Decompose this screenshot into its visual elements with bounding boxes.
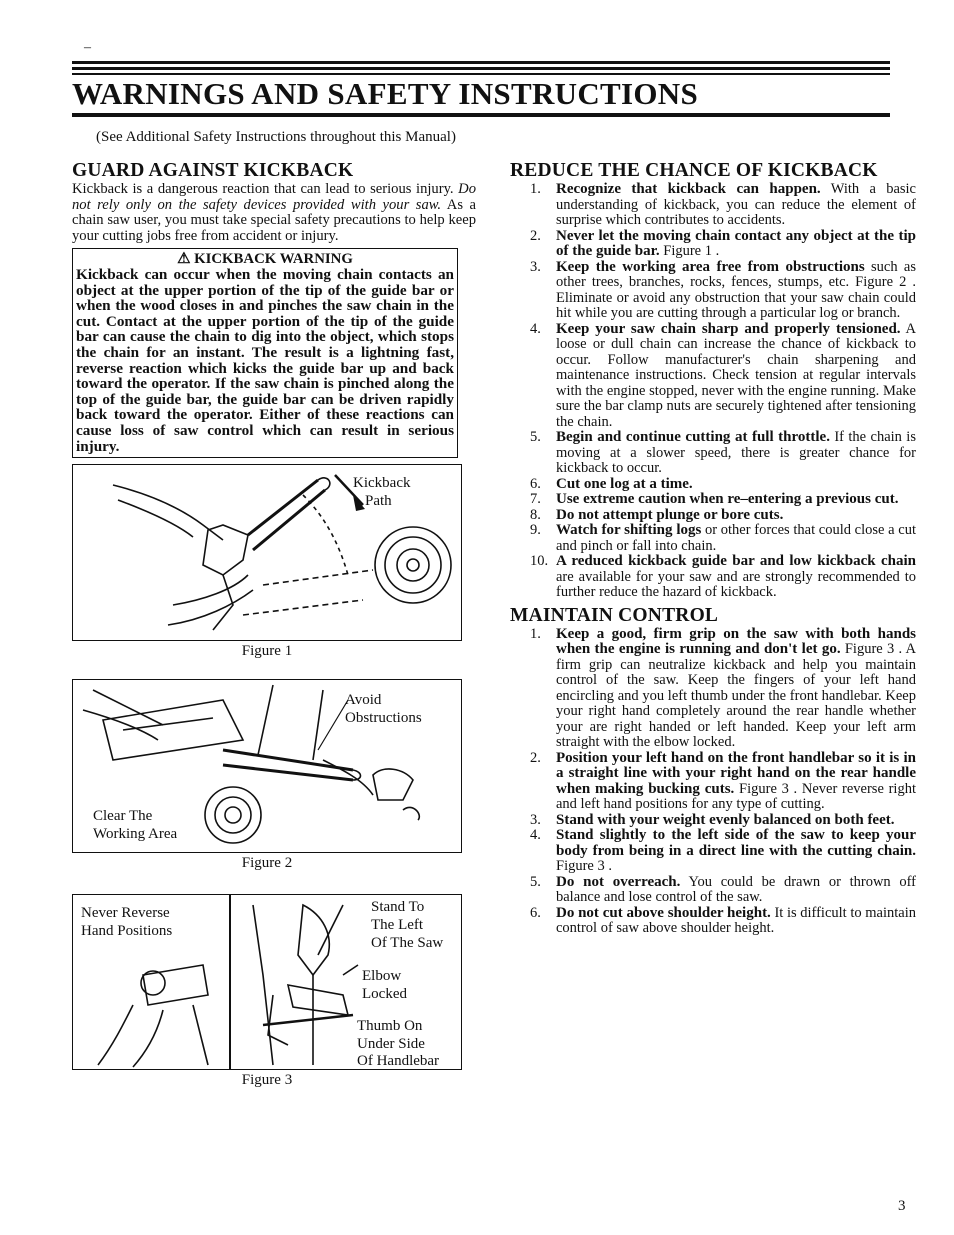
warning-title-text: KICKBACK WARNING: [194, 251, 353, 267]
list-item: 5. Begin and continue cutting at full throttle. If the chain is moving at a slower speed, there is greater chance for kickback to occur.: [530, 429, 916, 476]
label-hand-positions: Hand Positions: [81, 923, 173, 940]
list-item: 7. Use extreme caution when re–entering a previous cut.: [530, 491, 899, 507]
label-never-reverse: Never Reverse: [81, 905, 170, 922]
label-kickback: Kickback: [353, 475, 411, 492]
intro-italic: Do not rely only on the safety devices provided with your saw.: [72, 181, 476, 213]
scan-mark: –: [84, 40, 91, 55]
list-item: 1. Keep a good, firm grip on the saw with both hands when the engine is running and don't let go. Figure 3 . A firm grip can neutralize kickback and help you maintain control of the saw. Keep the fingers of your left hand encircling and you left thumb under the front handlebar. Keep your right hand completely around the rear handle whether your are right handed or left handed. Keep your left arm straight with the elbow locked.: [530, 625, 916, 750]
list-item: 6. Do not cut above shoulder height. It is difficult to maintain control of saw above shoulder height.: [530, 904, 916, 936]
warning-title: [76, 251, 454, 267]
label-of-handlebar: Of Handlebar: [357, 1053, 440, 1070]
label-stand-to: Stand To: [371, 899, 425, 916]
list-item: 1. Recognize that kickback can happen. With a basic understanding of kickback, you can reduce the element of surprise which contributes to accidents.: [530, 181, 916, 228]
figure-2: [72, 679, 462, 853]
intro-text-b: As a chain saw user, you must take special safety precautions to help keep your cutting jobs free from accident or injury.: [72, 196, 476, 244]
list-item: 2. Never let the moving chain contact any object at the tip of the guide bar. Figure 1 .: [530, 227, 916, 259]
list-item: 3. Stand with your weight evenly balanced on both feet.: [530, 811, 895, 828]
list-item: 5. Do not overreach. You could be drawn or thrown off balance and lose control of the saw.: [530, 873, 916, 905]
warning-triangle-icon: ⚠: [177, 251, 191, 267]
intro-text-a: Kickback is a dangerous reaction that can lead to serious injury.: [72, 181, 459, 197]
label-working-area: Working Area: [93, 826, 178, 843]
kickback-warning-box: [72, 248, 458, 458]
list-item: 4. Stand slightly to the left side of the saw to keep your body from being in a direct line with the cutting chain. Figure 3 .: [530, 827, 916, 874]
page-title: WARNINGS AND SAFETY INSTRUCTIONS: [72, 76, 698, 111]
label-of-the-saw: Of The Saw: [371, 935, 444, 952]
figure-3-caption: Figure 3: [241, 1072, 293, 1089]
label-clear-the: Clear The: [93, 808, 153, 825]
top-rule-1: [72, 61, 890, 64]
list-item: 2. Position your left hand on the front handlebar so it is in a straight line with your right hand on the rear handle when making bucking cuts. Figure 3 . Never reverse right and left hand positions for any type of cutting.: [530, 749, 916, 812]
list-item: 10. A reduced kickback guide bar and low kickback chain are available for your saw and are strongly recommended to further reduce the hazard of kickback.: [530, 553, 916, 600]
maintain-control-list: [510, 627, 916, 937]
list-item: 3. Keep the working area free from obstructions such as other trees, branches, rocks, fences, stumps, etc. Figure 2 . Eliminate or avoid any obstruction that your saw chain could hit while you are cutting through a particular log or branch.: [530, 258, 916, 321]
label-avoid: Avoid: [345, 692, 382, 709]
label-elbow: Elbow: [362, 968, 402, 985]
left-column: [72, 160, 476, 1088]
label-locked: Locked: [362, 986, 407, 1003]
label-the-left: The Left: [371, 917, 424, 934]
maintain-control-heading: MAINTAIN CONTROL: [510, 604, 719, 626]
reduce-kickback-heading: REDUCE THE CHANCE OF KICKBACK: [510, 160, 878, 181]
label-obstructions: Obstructions: [345, 710, 422, 727]
top-rule-3: [72, 73, 890, 75]
figure-2-caption: Figure 2: [241, 855, 293, 872]
kickback-intro: [72, 182, 476, 244]
reduce-kickback-list: [510, 182, 916, 601]
label-thumb-on: Thumb On: [357, 1018, 423, 1035]
warning-body: Kickback can occur when the moving chain contacts an object at the upper portion of the tip of the guide bar or when the wood closes in and pinches the saw chain in the cut. Contact at the upper portion of the tip of the guide bar can cause the chain to dig into the object, which stops the chain for an instant. The result is a lightning fast, reverse reaction which kicks the guide bar up and back toward the operator. If the saw chain is pinched along the top of the guide bar, the guide bar can be driven rapidly back toward the operator. Either of these reactions can cause loss of saw control which can result in serious injury.: [76, 266, 454, 455]
list-item: 9. Watch for shifting logs or other forces that could close a cut and pinch or fall into chain.: [530, 522, 916, 554]
page-number: 3: [898, 1198, 906, 1214]
list-item: 6. Cut one log at a time.: [530, 475, 693, 492]
label-under-side: Under Side: [357, 1036, 425, 1053]
subnote: (See Additional Safety Instructions throughout this Manual): [96, 129, 456, 145]
list-item: 4. Keep your saw chain sharp and properly tensioned. A loose or dull chain can increase the chance of kickback to occur. Follow manufacturer's chain sharpening and maintenance instructions. Check tension at regular intervals with the engine stopped, never with the engine running. Make sure the bar clamp nuts are securely tightened after tensioning the chain.: [530, 320, 917, 430]
figure-1: [72, 464, 462, 641]
list-item: 8. Do not attempt plunge or bore cuts.: [530, 506, 784, 523]
right-column: [510, 160, 916, 937]
title-underline: [72, 113, 890, 117]
figure-1-caption: Figure 1: [241, 643, 293, 660]
label-path: Path: [365, 493, 392, 510]
top-rule-2: [72, 67, 890, 70]
guard-heading: GUARD AGAINST KICKBACK: [72, 160, 354, 181]
figure-3: [72, 894, 462, 1070]
